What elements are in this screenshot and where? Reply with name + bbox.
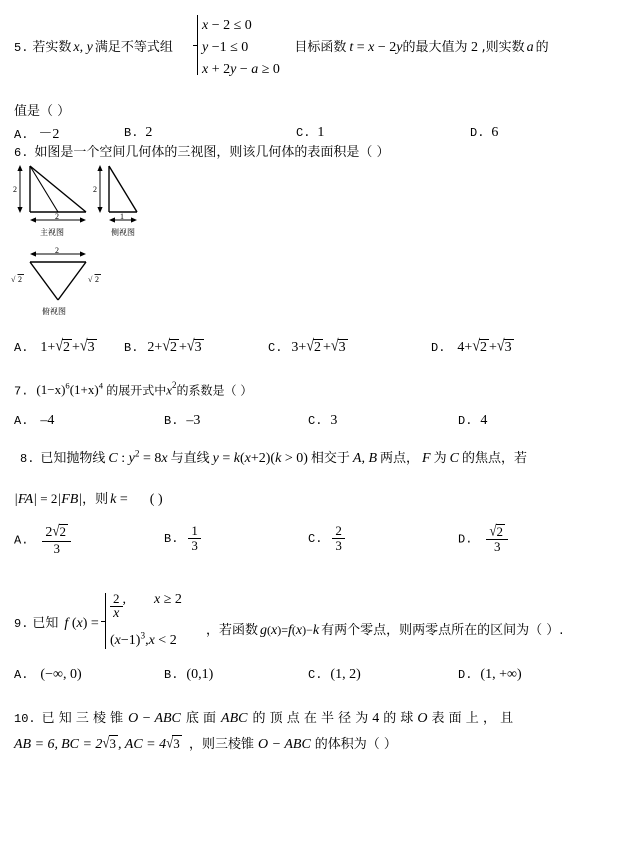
question-9-option-c[interactable] bbox=[308, 665, 361, 683]
question-10-cn-5: 表 面 上 ， 且 bbox=[431, 711, 514, 726]
system-row-2: y −1 ≤ 0 目标函数 t = x − 2y的最大值为 2 ,则实数 a 的 bbox=[202, 40, 549, 55]
question-10-solid-2: O − ABC bbox=[258, 737, 311, 752]
option-letter: B. bbox=[124, 126, 139, 140]
objective-function-cn2: 的最大值为 bbox=[402, 40, 468, 55]
question-8-number: 8. bbox=[20, 452, 35, 466]
question-6-option-c[interactable]: C. 3+√2 +√3 bbox=[268, 337, 346, 355]
question-10-cn-2: 底 面 bbox=[185, 711, 217, 726]
svg-text:√: √ bbox=[11, 275, 16, 284]
option-op-1: + bbox=[47, 340, 56, 355]
side-view-width-label: 1 bbox=[120, 212, 124, 221]
piecewise-row-1: $\frac{2}{x}$ , x ≥ 2 bbox=[110, 592, 182, 624]
question-8-focus-var: F bbox=[422, 451, 431, 466]
question-7-stem bbox=[14, 380, 252, 399]
question-7-option-b[interactable] bbox=[164, 411, 200, 429]
option-value: –4 bbox=[40, 413, 55, 428]
question-8-option-c[interactable] bbox=[308, 524, 345, 552]
question-8-cn-2: 与直线 bbox=[170, 451, 210, 466]
front-view-label: 主视图 bbox=[40, 228, 64, 237]
question-5-option-c[interactable] bbox=[296, 123, 324, 141]
question-10-stem-line-2: AB = 6, BC = 2√3 , AC = 4√3 ，则三棱锥 O − ABC 的体积为（ ） bbox=[14, 733, 397, 752]
three-view-svg bbox=[8, 162, 168, 332]
option-value: －2 bbox=[38, 127, 60, 142]
option-letter: C. bbox=[308, 668, 323, 682]
top-view-top-label: 2 bbox=[55, 246, 59, 255]
question-8-curve-var: C bbox=[449, 451, 459, 466]
option-letter: A. bbox=[14, 341, 29, 355]
question-8-cn-4: 两点， bbox=[380, 451, 420, 466]
option-letter: C. bbox=[268, 341, 283, 355]
question-5-stem bbox=[14, 36, 173, 56]
question-7-base-2: (1+x) bbox=[69, 382, 99, 398]
question-8-stem-line-1: 8. 已知抛物线 C : $y^2 = 8x$ 与直线 y = k(x+2)(k > 0) 相交于 A, B 两点， F 为 C 的焦点，若 bbox=[20, 448, 527, 466]
question-6-option-b[interactable]: B. 2+√2 +√3 bbox=[124, 337, 202, 355]
question-7-stem-tail: 的系数是（ ） bbox=[176, 383, 253, 398]
question-8-option-d[interactable]: D. $\frac{√2}{3}$ bbox=[458, 524, 508, 553]
front-view-height-label: 2 bbox=[13, 185, 17, 194]
question-10-cn-4: 的 球 bbox=[383, 711, 414, 726]
option-letter: A. bbox=[14, 414, 29, 428]
option-op-2: + bbox=[489, 340, 497, 355]
question-5-option-d[interactable] bbox=[470, 123, 498, 141]
top-view-right-label bbox=[88, 275, 101, 285]
question-7-number: 7. bbox=[14, 384, 29, 399]
option-numerator: 1 bbox=[191, 523, 198, 538]
question-10-sphere: O bbox=[417, 711, 428, 726]
piecewise-row-2: $(x-1)^3,x < 2$ bbox=[110, 630, 177, 648]
system-row-3: x + 2y − a ≥ 0 bbox=[202, 62, 280, 77]
question-7-exp-1: 6 bbox=[65, 381, 70, 391]
question-5-option-a[interactable] bbox=[14, 123, 59, 143]
option-value: (0,1) bbox=[186, 667, 214, 682]
three-view-figure bbox=[8, 162, 168, 332]
option-letter: B. bbox=[124, 341, 139, 355]
question-10-bc-radicand: 3 bbox=[109, 736, 117, 751]
question-7-option-a[interactable] bbox=[14, 411, 54, 429]
question-6-stem bbox=[14, 141, 390, 161]
top-view-group bbox=[11, 246, 101, 316]
question-10-base-1: ABC bbox=[221, 711, 248, 726]
question-6-option-d[interactable]: D. 4+√2 +√3 bbox=[431, 337, 512, 355]
option-letter: C. bbox=[308, 531, 323, 546]
question-5-option-b[interactable] bbox=[124, 123, 152, 141]
option-denominator: 3 bbox=[188, 538, 201, 553]
question-5-variables: x, y bbox=[73, 40, 93, 55]
option-term-1: 2 bbox=[147, 340, 155, 355]
option-letter: A. bbox=[14, 533, 29, 548]
question-7-var: x bbox=[166, 382, 173, 398]
option-letter: D. bbox=[470, 126, 485, 140]
option-denominator: 3 bbox=[42, 541, 71, 556]
question-8-cn-6: 的焦点，若 bbox=[461, 451, 527, 466]
side-view-group bbox=[93, 165, 137, 237]
question-5-number: 5. bbox=[14, 41, 29, 55]
question-8-line2-cn: ，则 bbox=[82, 492, 109, 507]
question-6-number: 6. bbox=[14, 146, 29, 160]
option-value: 3 bbox=[330, 413, 338, 428]
question-9-cn-3: 有两个零点，则两零点所在的区间为（ ）. bbox=[321, 623, 564, 638]
option-value: –3 bbox=[186, 413, 201, 428]
objective-function-cn3: ,则实数 bbox=[481, 40, 525, 55]
svg-text:2: 2 bbox=[18, 275, 22, 284]
option-letter: C. bbox=[308, 414, 323, 428]
question-9-option-b[interactable] bbox=[164, 665, 213, 683]
option-term-1: 4 bbox=[457, 340, 465, 355]
question-10-line2-tail: 的体积为（ ） bbox=[314, 737, 397, 752]
objective-function-var: a bbox=[526, 40, 534, 55]
option-op-1: + bbox=[298, 340, 307, 355]
option-letter: D. bbox=[431, 341, 446, 355]
option-value: (1, +∞) bbox=[480, 667, 522, 682]
svg-text:2: 2 bbox=[95, 275, 99, 284]
question-10-stem-line-1 bbox=[14, 707, 513, 727]
question-7-base-1: (1−x) bbox=[36, 382, 66, 398]
option-letter: D. bbox=[458, 532, 473, 547]
question-5-stem-tail: 值是（ ） bbox=[14, 104, 71, 119]
question-10-ac: , AC = 4 bbox=[118, 737, 167, 752]
option-value: 4 bbox=[480, 413, 488, 428]
question-6-stem-text: 如图是一个空间几何体的三视图，则该几何体的表面积是（ ） bbox=[34, 145, 390, 160]
question-7-option-d[interactable] bbox=[458, 411, 487, 429]
top-view-left-label bbox=[11, 275, 24, 285]
question-7-var-exp: 2 bbox=[172, 380, 177, 390]
option-letter: B. bbox=[164, 531, 179, 546]
question-9-number: 9. bbox=[14, 617, 29, 631]
system-row-1: x − 2 ≤ 0 bbox=[202, 18, 252, 33]
question-9-stem-head: 9. 已知 f (x) = bbox=[14, 616, 99, 631]
question-9-stem-tail: ，若函数 g(x)=f(x)−k 有两个零点，则两零点所在的区间为（ ）. bbox=[206, 623, 564, 638]
objective-function-cn4: 的 bbox=[535, 40, 549, 55]
option-value: 1 bbox=[317, 125, 325, 140]
option-letter: A. bbox=[14, 128, 29, 142]
question-10-number: 10. bbox=[14, 712, 36, 726]
question-10-cn-1: 已 知 三 棱 锥 bbox=[41, 711, 124, 726]
side-view-height-label: 2 bbox=[93, 185, 97, 194]
question-10-ac-radicand: 3 bbox=[173, 736, 180, 751]
question-7-exp-2: 4 bbox=[98, 381, 103, 391]
option-op-1: + bbox=[464, 340, 473, 355]
option-denominator: 3 bbox=[332, 538, 345, 553]
question-9-piecewise bbox=[101, 592, 182, 650]
option-op-2: + bbox=[323, 340, 331, 355]
option-value: (1, 2) bbox=[330, 667, 361, 682]
option-denominator: 3 bbox=[486, 539, 508, 554]
question-7-option-c[interactable] bbox=[308, 411, 337, 429]
option-op-2: + bbox=[72, 340, 80, 355]
top-view-label: 俯视图 bbox=[42, 307, 66, 316]
side-view-label: 侧视图 bbox=[111, 228, 135, 237]
option-letter: C. bbox=[296, 126, 311, 140]
option-op-2: + bbox=[179, 340, 187, 355]
question-9-cn-2: ，若函数 bbox=[206, 623, 259, 638]
question-10-ab: AB = 6, bbox=[14, 737, 59, 752]
piecewise-brace bbox=[101, 592, 110, 650]
question-5-stem-mid: 满足不等式组 bbox=[94, 40, 173, 55]
option-value: 6 bbox=[491, 125, 499, 140]
svg-text:√: √ bbox=[88, 275, 93, 284]
question-9-option-a[interactable] bbox=[14, 665, 82, 683]
piece1-numerator: 2 bbox=[113, 591, 120, 606]
front-view-group bbox=[13, 165, 86, 237]
question-9-option-d[interactable] bbox=[458, 665, 522, 683]
option-term-1: 1 bbox=[40, 340, 48, 355]
option-value: (−∞, 0) bbox=[40, 667, 82, 682]
question-8-cn-3: 相交于 bbox=[310, 451, 350, 466]
question-8-blank: ( ) bbox=[149, 492, 163, 507]
question-10-bc: BC = 2 bbox=[61, 737, 103, 752]
question-8-option-b[interactable] bbox=[164, 524, 201, 552]
question-10-radius: 4 bbox=[372, 711, 380, 726]
question-9-cn-1: 已知 bbox=[32, 616, 59, 631]
option-op-1: + bbox=[154, 340, 163, 355]
option-term-1: 3 bbox=[291, 340, 299, 355]
option-letter: D. bbox=[458, 414, 473, 428]
question-5-system bbox=[193, 14, 549, 80]
question-10-cn-3: 的 顶 点 在 半 径 为 bbox=[252, 711, 369, 726]
system-brace bbox=[193, 14, 202, 76]
question-8-cn-5: 为 bbox=[433, 451, 447, 466]
question-5-stem-lead: 若实数 bbox=[32, 40, 72, 55]
question-8-option-a[interactable]: A. $\frac{2√2}{3}$ bbox=[14, 524, 71, 555]
piece1-denominator: x bbox=[110, 606, 123, 622]
option-letter: D. bbox=[458, 668, 473, 682]
question-8-cn-1: 已知抛物线 bbox=[40, 451, 106, 466]
option-letter: A. bbox=[14, 668, 29, 682]
question-10-line2-cn: ，则三棱锥 bbox=[189, 737, 255, 752]
objective-function-label: 目标函数 bbox=[294, 40, 347, 55]
question-8-points: A, B bbox=[352, 451, 378, 466]
question-10-solid-1: O − ABC bbox=[128, 711, 181, 726]
option-letter: B. bbox=[164, 668, 179, 682]
option-letter: B. bbox=[164, 414, 179, 428]
front-view-width-label: 2 bbox=[55, 212, 59, 221]
option-numerator: 2 bbox=[335, 523, 342, 538]
option-value: 2 bbox=[145, 125, 153, 140]
question-8-stem-line-2: |FA| = 2|FB|，则 k = ( ) bbox=[14, 491, 163, 507]
question-7-stem-cn: 的展开式中 bbox=[106, 383, 167, 398]
question-6-option-a[interactable]: A. 1+√2 +√3 bbox=[14, 337, 95, 355]
